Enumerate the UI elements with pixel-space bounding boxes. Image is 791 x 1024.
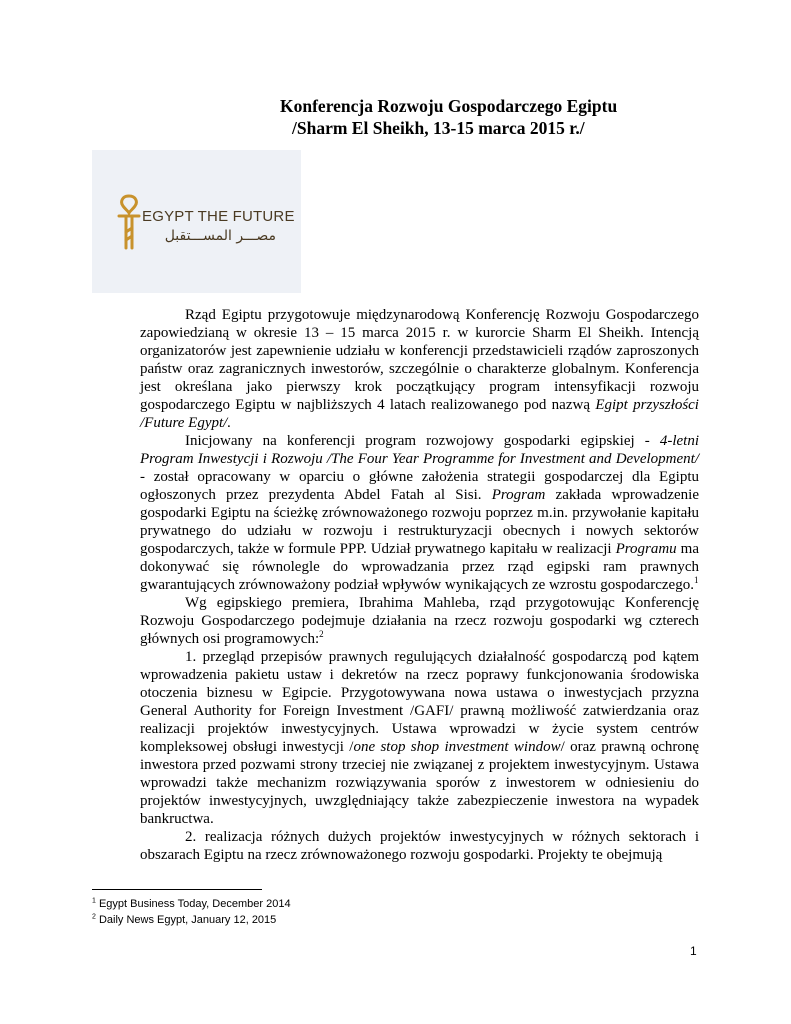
logo-text-english: EGYPT THE FUTURE: [142, 208, 295, 225]
footnote-1: $^1$ Egypt Business Today, December 2014: [92, 897, 291, 910]
logo-text-arabic: مصـــر المســـتقبل: [164, 228, 276, 244]
title-line-1: Konferencja Rozwoju Gospodarczego Egiptu: [280, 96, 618, 116]
document-body: [140, 306, 699, 864]
page-number: 1: [690, 944, 697, 958]
footnotes: [92, 896, 492, 928]
paragraph-program: Inicjowany na konferencji program rozwojowy gospodarki egipskiej - 4-letni Program Inwestycji i Rozwoju /The Four Year Programme for Investment and Development/ - został opracowany w oparciu o główne założenia strategii gospodarczej dla Egiptu ogłoszonych przez prezydenta Abdel Fatah al Sisi. Program zakłada wprowadzenie gospodarki Egiptu na ścieżkę zrównoważonego rozwoju poprzez m.in. przywołanie kapitału prywatnego do udziału w rozwoju i restrukturyzacji obecnych i nowych sektorów gospodarczych, także w formule PPP. Udział prywatnego kapitału w realizacji Programu ma dokonywać się równolegle do wprowadzania przez rząd egipski ram prawnych gwarantujących zrównoważony podział wpływów wynikających ze wzrostu gospodarczego.$^1$: [140, 433, 699, 593]
paragraph-intro: Rząd Egiptu przygotowuje międzynarodową Konferencję Rozwoju Gospodarczego zapowiedzianą w okresie 13 – 15 marca 2015 r. w kurorcie Sharm El Sheikh. Intencją organizatorów jest zapewnienie udziału w konferencji przedstawicieli rządów zaproszonych państw oraz zagranicznych inwestorów, szczególnie o charakterze globalnym. Konferencja jest określana jako pierwszy krok początkujący program intensyfikacji rozwoju gospodarczego Egiptu w najbliższych 4 latach realizowanego pod nazwą Egipt przyszłości /Future Egypt/.: [140, 307, 699, 431]
paragraph-premier: Wg egipskiego premiera, Ibrahima Mahleba, rząd przygotowując Konferencję Rozwoju Gospodarczego podejmuje działania na rzecz rozwoju gospodarki wg czterech głównych osi programowych:$^2$: [140, 595, 699, 647]
egypt-the-future-logo: [92, 150, 301, 293]
ankh-logo-icon: [116, 192, 142, 252]
document-title: [262, 95, 662, 139]
footnote-2: $^2$ Daily News Egypt, January 12, 2015: [92, 913, 277, 926]
footnote-ref-1: 1: [693, 575, 699, 585]
paragraph-point-1: 1. przegląd przepisów prawnych regulujących działalność gospodarczą pod kątem wprowadzenia pakietu ustaw i dekretów na rzecz poprawy funkcjonowania środowiska otoczenia biznesu w Egipcie. Przygotowywana nowa ustawa o inwestycjach przyzna General Authority for Foreign Investment /GAFI/ prawną możliwość zatwierdzania oraz realizacji projektów inwestycyjnych. Ustawa wprowadzi w życie system centrów kompleksowej obsługi inwestycji /one stop shop investment window/ oraz prawną ochronę inwestora przed pozwami strony trzeciej nie związanej z projektem inwestycyjnym. Ustawa wprowadzi także mechanizm rozwiązywania sporów z inwestorem w odniesieniu do projektów inwestycyjnych, uwzględniający także zabezpieczenie inwestora na wypadek bankructwa.: [140, 649, 700, 827]
footnote-divider: [92, 889, 262, 890]
paragraph-point-2: 2. realizacja różnych dużych projektów inwestycyjnych w różnych sektorach i obszarach Egiptu na rzecz zrównoważonego rozwoju gospodarki. Projekty te obejmują: [140, 829, 699, 863]
title-line-2: /Sharm El Sheikh, 13-15 marca 2015 r./: [292, 118, 585, 138]
footnote-ref-2: 2: [319, 629, 324, 639]
